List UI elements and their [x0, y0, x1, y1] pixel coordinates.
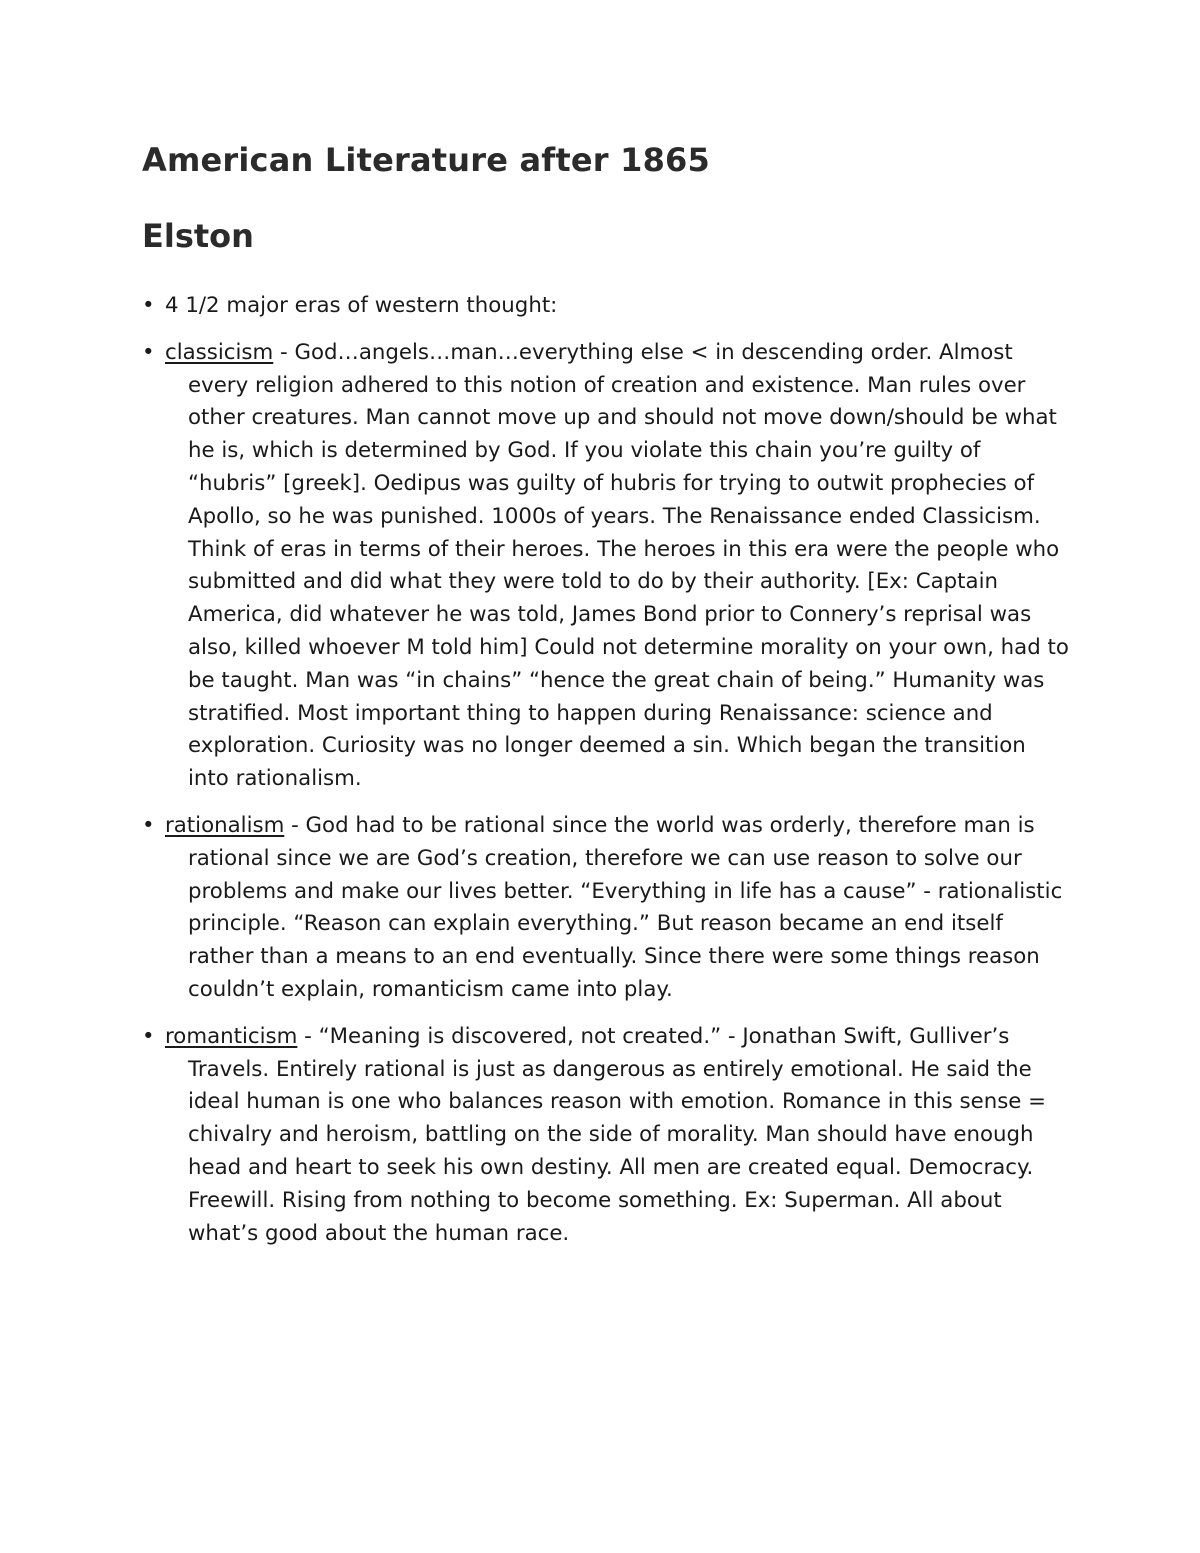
bullet-icon: •	[142, 293, 155, 318]
bullet-icon: •	[142, 339, 155, 365]
term-classicism: classicism	[165, 339, 274, 365]
list-item	[142, 290, 1072, 323]
bullet-text: 4 1/2 major eras of western thought:	[165, 293, 558, 318]
list-item	[142, 810, 1072, 1007]
bullet-icon: •	[142, 812, 155, 838]
bullet-text: - God had to be rational since the world was orderly, therefore man is rational since we are God’s creation, therefore we can use reason to solve our problems and make our lives better. “Everything in life has a cause” - rationalistic principle. “Reason can explain everything.” But reason became an end itself rather than a means to an end eventually. Since there were some things reason couldn’t explain, romanticism came into play.	[188, 812, 1063, 1002]
bullet-text: - “Meaning is discovered, not created.” - Jonathan Swift, Gulliver’s Travels. Entirely rational is just as dangerous as entirely emotional. He said the ideal human is one who balances reason with emotion. Romance in this sense = chivalry and heroism, battling on the side of morality. Man should have enough head and heart to seek his own destiny. All men are created equal. Democracy. Freewill. Rising from nothing to become something. Ex: Superman. All about what’s good about the human race.	[188, 1023, 1047, 1246]
document-title: American Literature after 1865	[142, 141, 710, 179]
term-rationalism: rationalism	[165, 812, 285, 838]
list-item	[142, 1021, 1072, 1251]
document-subtitle: Elston	[142, 217, 254, 255]
bullet-text: - God…angels…man…everything else < in descending order. Almost every religion adhered to this notion of creation and existence. Man rules over other creatures. Man cannot move up and should not move down/should be what he is, which is determined by God. If you violate this chain you’re guilty of “hubris” [greek]. Oedipus was guilty of hubris for trying to outwit prophecies of Apollo, so he was punished. 1000s of years. The Renaissance ended Classicism. Think of eras in terms of their heroes. The heroes in this era were the people who submitted and did what they were told to do by their authority. [Ex: Captain America, did whatever he was told, James Bond prior to Connery’s reprisal was also, killed whoever M told him] Could not determine morality on your own, had to be taught. Man was “in chains” “hence the great chain of being.” Humanity was stratified. Most important thing to happen during Renaissance: science and exploration. Curiosity was no longer deemed a sin. Which began the transition into rationalism.	[188, 339, 1069, 792]
term-romanticism: romanticism	[165, 1023, 298, 1049]
bullet-list	[142, 290, 1072, 1250]
bullet-icon: •	[142, 1023, 155, 1049]
document-page	[142, 140, 1072, 1264]
list-item	[142, 337, 1072, 796]
